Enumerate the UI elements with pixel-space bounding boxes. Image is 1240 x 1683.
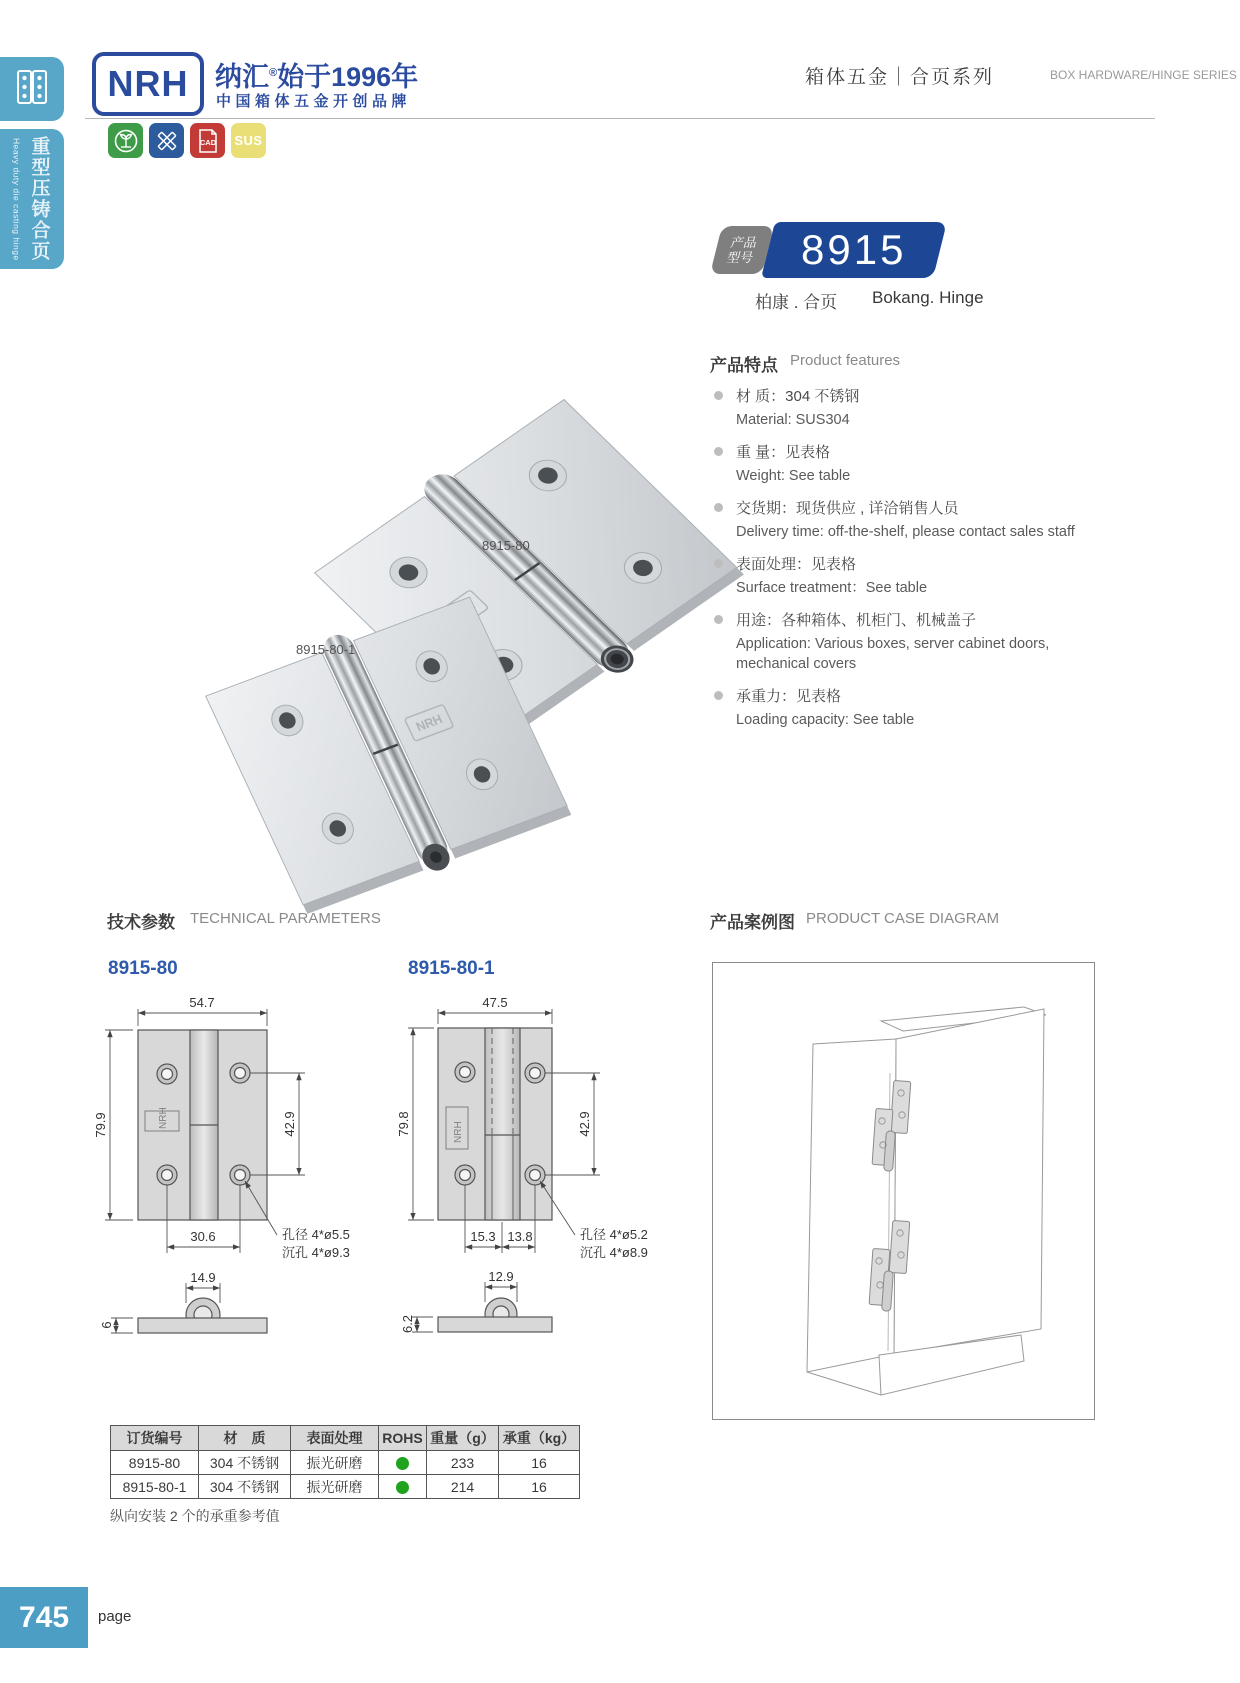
hole: [157, 1064, 177, 1084]
hole: [525, 1063, 545, 1083]
header-divider: [85, 118, 1155, 119]
bullet-dot-icon: [714, 447, 723, 456]
brand-cn: 纳汇: [215, 62, 269, 92]
nrh-logo-text: NRH: [107, 63, 189, 104]
brand-slogan: 始于1996年: [277, 62, 419, 92]
hole: [455, 1165, 475, 1185]
svg-text:沉孔 4*ø9.3: 沉孔 4*ø9.3: [282, 1245, 350, 1260]
svg-text:孔径 4*ø5.5: 孔径 4*ø5.5: [282, 1227, 350, 1242]
drawing-stamp: NRH: [158, 1107, 169, 1129]
svg-text:6.2: 6.2: [400, 1314, 415, 1334]
col-material: 材 质: [199, 1426, 291, 1451]
bullet-dot-icon: [714, 559, 723, 568]
case-diagram-frame: [712, 962, 1095, 1420]
table-note: 纵向安装 2 个的承重参考值: [110, 1508, 280, 1524]
series-title-cn: 箱体五金｜合页系列: [805, 67, 995, 88]
cell-weight: 233: [427, 1451, 499, 1475]
sus-label: SUS: [234, 133, 263, 148]
cell-surface: 振光研磨: [291, 1451, 379, 1475]
feature-en: Material: SUS304: [736, 412, 850, 428]
registered-mark: ®: [269, 67, 278, 79]
brand-title: [215, 55, 418, 94]
category-label-en: Heavy duty die casting hinge: [11, 137, 22, 261]
page-number-badge: [0, 1587, 88, 1648]
feature-item: [712, 686, 1084, 730]
drawing-stamp: NRH: [453, 1121, 464, 1143]
brand-subtitle: 中国箱体五金开创品牌: [216, 93, 412, 110]
bullet-dot-icon: [714, 391, 723, 400]
features-title-cn: 产品特点: [710, 356, 778, 375]
feature-en: Delivery time: off-the-shelf, please contact sales staff: [736, 524, 1075, 540]
svg-text:12.9: 12.9: [488, 1269, 514, 1284]
bullet-dot-icon: [714, 615, 723, 624]
bullet-dot-icon: [714, 503, 723, 512]
cell-order-no: 8915-80: [111, 1451, 199, 1475]
svg-text:54.7: 54.7: [189, 995, 215, 1010]
tech-title-cn: 技术参数: [107, 913, 175, 932]
hole: [525, 1165, 545, 1185]
hole: [230, 1063, 250, 1083]
feature-en: Loading capacity: See table: [736, 712, 915, 728]
model-badge-number: [761, 222, 947, 278]
cad-label: CAD: [199, 137, 216, 147]
svg-text:13.8: 13.8: [507, 1229, 533, 1244]
sidebar-category-tab[interactable]: [0, 129, 64, 269]
table-row: [111, 1475, 580, 1499]
hole: [455, 1062, 475, 1082]
table-header-row: [111, 1426, 580, 1451]
svg-text:79.8: 79.8: [396, 1111, 411, 1137]
model-number: 8915: [801, 226, 907, 273]
product-photo: [85, 200, 660, 735]
badge-line2: 型号: [725, 250, 755, 265]
svg-text:15.3: 15.3: [470, 1229, 496, 1244]
badge-line1: 产品: [728, 235, 759, 250]
hole: [230, 1165, 250, 1185]
features-list: [712, 386, 1084, 742]
cell-load: 16: [499, 1475, 580, 1499]
feature-item: [712, 610, 1084, 674]
feature-cn: 交货期：现货供应 , 详洽销售人员: [736, 500, 959, 517]
col-weight: 重量（g）: [427, 1426, 499, 1451]
col-load: 承重（kg）: [499, 1426, 580, 1451]
photo-label-1: 8915-80: [482, 538, 530, 553]
cell-order-no: 8915-80-1: [111, 1475, 199, 1499]
sus-icon: [231, 123, 266, 158]
series-title-en: BOX HARDWARE/HINGE SERIES: [1050, 68, 1237, 82]
feature-cn: 重 量：见表格: [736, 444, 831, 461]
spec-table: [110, 1425, 580, 1499]
hinge-icon: [14, 67, 50, 112]
cell-rohs: [379, 1451, 427, 1475]
cell-material: 304 不锈钢: [199, 1451, 291, 1475]
feature-item: [712, 386, 1084, 430]
drawing1-title: 8915-80: [108, 958, 178, 979]
hole: [157, 1165, 177, 1185]
case-diagram: [713, 963, 1094, 1419]
feature-cn: 表面处理：见表格: [736, 556, 857, 573]
rohs-pass-dot: [396, 1481, 409, 1494]
case-title-en: PRODUCT CASE DIAGRAM: [806, 910, 1000, 927]
svg-text:30.6: 30.6: [190, 1229, 216, 1244]
svg-text:14.9: 14.9: [190, 1270, 216, 1285]
feature-item: [712, 498, 1084, 542]
technical-drawing-8915-80-1: [370, 985, 670, 1365]
cell-load: 16: [499, 1451, 580, 1475]
product-name-en: Bokang. Hinge: [872, 288, 984, 307]
svg-text:47.5: 47.5: [482, 995, 508, 1010]
svg-text:沉孔 4*ø8.9: 沉孔 4*ø8.9: [580, 1245, 648, 1260]
features-title-en: Product features: [790, 352, 901, 369]
product-name-cn: 柏康 . 合页: [755, 293, 838, 312]
sidebar-hinge-tab[interactable]: [0, 57, 64, 121]
cad-icon: [190, 123, 225, 158]
svg-text:孔径 4*ø5.2: 孔径 4*ø5.2: [580, 1227, 648, 1242]
nrh-logo: [92, 52, 204, 116]
photo-label-2: 8915-80-1: [296, 642, 356, 657]
svg-text:79.9: 79.9: [93, 1112, 108, 1138]
case-title-cn: 产品案例图: [710, 913, 795, 932]
svg-text:6: 6: [99, 1321, 114, 1329]
technical-drawing-8915-80: [85, 985, 385, 1365]
feature-en: Application: Various boxes, server cabinet doors, mechanical covers: [736, 636, 1050, 672]
table-row: [111, 1451, 580, 1475]
bullet-dot-icon: [714, 691, 723, 700]
svg-text:NRH: NRH: [413, 712, 445, 735]
feature-item: [712, 442, 1084, 486]
feature-cn: 材 质：304 不锈钢: [736, 388, 860, 405]
rohs-pass-dot: [396, 1457, 409, 1470]
cell-rohs: [379, 1475, 427, 1499]
eco-icon: [108, 123, 143, 158]
col-order-no: 订货编号: [111, 1426, 199, 1451]
tech-title-en: TECHNICAL PARAMETERS: [190, 910, 381, 927]
feature-en: Surface treatment：See table: [736, 580, 928, 596]
page-word: page: [98, 1608, 132, 1625]
tools-icon: [149, 123, 184, 158]
feature-cn: 用途：各种箱体、机柜门、机械盖子: [736, 612, 977, 629]
col-rohs: ROHS: [379, 1426, 427, 1451]
col-surface: 表面处理: [291, 1426, 379, 1451]
feature-cn: 承重力：见表格: [736, 688, 842, 705]
cell-surface: 振光研磨: [291, 1475, 379, 1499]
cell-weight: 214: [427, 1475, 499, 1499]
page-number: 745: [18, 1600, 70, 1634]
cell-material: 304 不锈钢: [199, 1475, 291, 1499]
drawing2-title: 8915-80-1: [408, 958, 495, 979]
feature-item: [712, 554, 1084, 598]
svg-text:42.9: 42.9: [282, 1111, 297, 1137]
feature-en: Weight: See table: [736, 468, 851, 484]
svg-text:42.9: 42.9: [577, 1111, 592, 1137]
category-label-cn: 重型压铸合页: [28, 136, 50, 262]
